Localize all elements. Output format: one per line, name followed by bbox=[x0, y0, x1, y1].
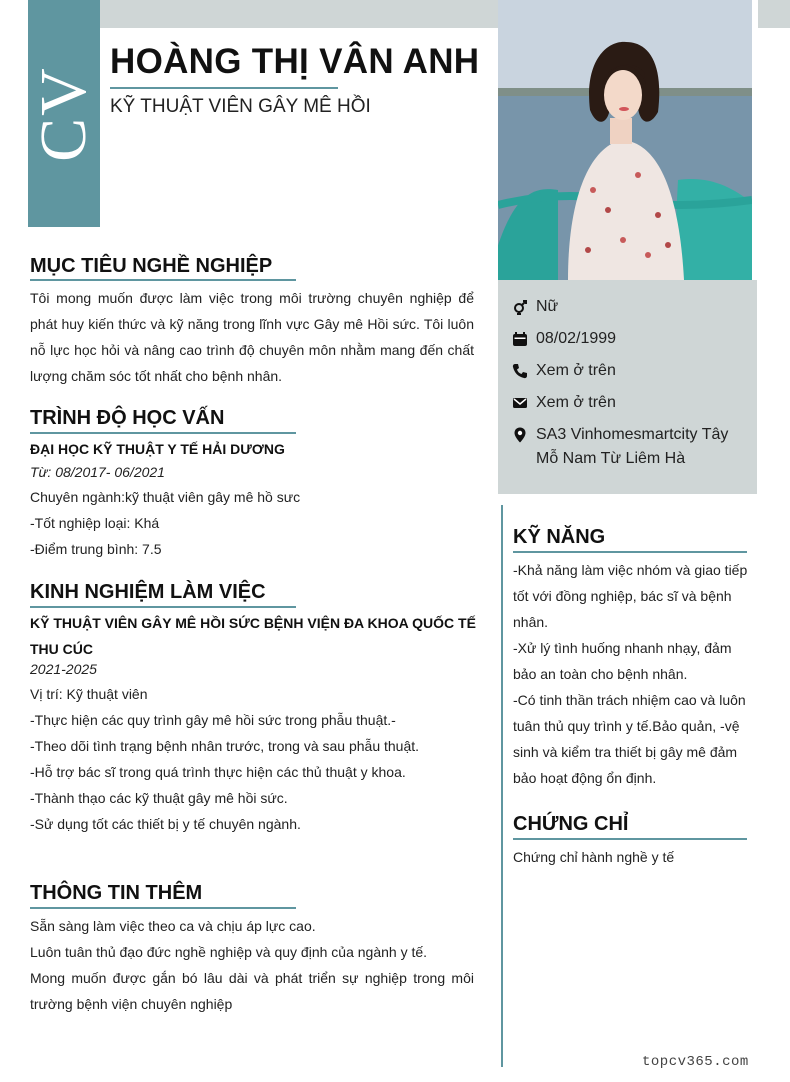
experience-rule bbox=[30, 606, 296, 608]
certificates-heading: CHỨNG CHỈ bbox=[513, 813, 629, 835]
skill-item: -Có tinh thần trách nhiệm cao và luôn tuân thủ quy trình y tế.Bảo quản, -vệ sinh và kiểm tra thiết bị gây mê đảm bảo hoạt động ổn định. bbox=[513, 692, 746, 786]
extra-heading: THÔNG TIN THÊM bbox=[30, 882, 203, 904]
experience-line: -Sử dụng tốt các thiết bị y tế chuyên ngành. bbox=[30, 816, 301, 832]
objective-heading: MỤC TIÊU NGHỀ NGHIỆP bbox=[30, 255, 273, 277]
phone-value: Xem ở trên bbox=[536, 362, 616, 379]
education-line: -Tốt nghiệp loại: Khá bbox=[30, 515, 160, 531]
location-icon bbox=[512, 423, 536, 447]
birthdate-value: 08/02/1999 bbox=[536, 330, 617, 347]
top-band-right bbox=[758, 0, 790, 28]
education-line: -Điểm trung bình: 7.5 bbox=[30, 541, 162, 557]
skills-heading: KỸ NĂNG bbox=[513, 526, 606, 548]
name-divider bbox=[110, 87, 338, 89]
email-value: Xem ở trên bbox=[536, 394, 616, 411]
experience-line: Vị trí: Kỹ thuật viên bbox=[30, 686, 148, 702]
skill-item: -Khả năng làm việc nhóm và giao tiếp tốt với đồng nghiệp, bác sĩ và bệnh nhân. bbox=[513, 562, 748, 630]
experience-heading: KINH NGHIỆM LÀM VIỆC bbox=[30, 581, 266, 603]
top-band-left bbox=[100, 0, 498, 28]
calendar-icon bbox=[512, 327, 536, 351]
extra-line-last: Mong muốn được gắn bó lâu dài và phát triển sự nghiệp trong môi trường bệnh viện chuyên nghiệp bbox=[30, 970, 474, 1012]
education-rule bbox=[30, 432, 296, 434]
address-value: SA3 Vinhomesmartcity Tây Mỗ Nam Từ Liêm Hà bbox=[536, 426, 729, 467]
phone-icon bbox=[512, 359, 536, 383]
contact-phone bbox=[512, 359, 742, 383]
contact-birthdate bbox=[512, 327, 742, 351]
extra-line: Luôn tuân thủ đạo đức nghề nghiệp và quy định của ngành y tế. bbox=[30, 944, 428, 960]
contact-address bbox=[512, 423, 742, 471]
objective-text: Tôi mong muốn được làm việc trong môi trường chuyên nghiệp để phát huy kiến thức và kỹ năng trong lĩnh vực Gây mê Hồi sức. Tôi luôn nỗ lực học hỏi và nâng cao trình độ chuyên môn nhằm mang đến chất lượng chăm sóc tốt nhất cho bệnh nhân. bbox=[30, 290, 474, 384]
education-period: Từ: 08/2017- 06/2021 bbox=[30, 464, 165, 480]
skills-rule bbox=[513, 551, 747, 553]
cv-tab bbox=[28, 0, 100, 227]
contact-email bbox=[512, 391, 742, 415]
cv-label: CV bbox=[27, 65, 100, 162]
education-school: ĐẠI HỌC KỸ THUẬT Y TẾ HẢI DƯƠNG bbox=[30, 441, 285, 457]
objective-rule bbox=[30, 279, 296, 281]
profile-photo bbox=[498, 0, 752, 280]
job-title: KỸ THUẬT VIÊN GÂY MÊ HỒI bbox=[110, 96, 371, 117]
email-icon bbox=[512, 391, 536, 415]
skill-item: -Xử lý tình huống nhanh nhạy, đảm bảo an toàn cho bệnh nhân. bbox=[513, 640, 732, 682]
contact-gender bbox=[512, 295, 742, 319]
experience-line: -Thực hiện các quy trình gây mê hồi sức trong phẫu thuật.- bbox=[30, 712, 396, 728]
certificate-item: Chứng chỉ hành nghề y tế bbox=[513, 849, 675, 865]
experience-company: KỸ THUẬT VIÊN GÂY MÊ HỒI SỨC BỆNH VIỆN ĐA KHOA QUỐC TẾ THU CÚC bbox=[30, 615, 476, 657]
certificates-rule bbox=[513, 838, 747, 840]
right-column-divider bbox=[501, 505, 503, 1067]
experience-line: -Hỗ trợ bác sĩ trong quá trình thực hiện các thủ thuật y khoa. bbox=[30, 764, 406, 780]
extra-rule bbox=[30, 907, 296, 909]
gender-value: Nữ bbox=[536, 298, 559, 315]
extra-line: Sẵn sàng làm việc theo ca và chịu áp lực cao. bbox=[30, 918, 316, 934]
experience-period: 2021-2025 bbox=[30, 661, 97, 677]
education-heading: TRÌNH ĐỘ HỌC VẤN bbox=[30, 407, 225, 429]
footer-site[interactable]: topcv365.com bbox=[642, 1054, 749, 1070]
education-line: Chuyên ngành:kỹ thuật viên gây mê hồ sưc bbox=[30, 489, 301, 505]
candidate-name: HOÀNG THỊ VÂN ANH bbox=[110, 42, 480, 81]
experience-line: -Thành thạo các kỹ thuật gây mê hồi sức. bbox=[30, 790, 288, 806]
experience-line: -Theo dõi tình trạng bệnh nhân trước, trong và sau phẫu thuật. bbox=[30, 738, 420, 754]
portrait-illustration bbox=[498, 0, 752, 280]
gender-icon bbox=[512, 295, 536, 319]
